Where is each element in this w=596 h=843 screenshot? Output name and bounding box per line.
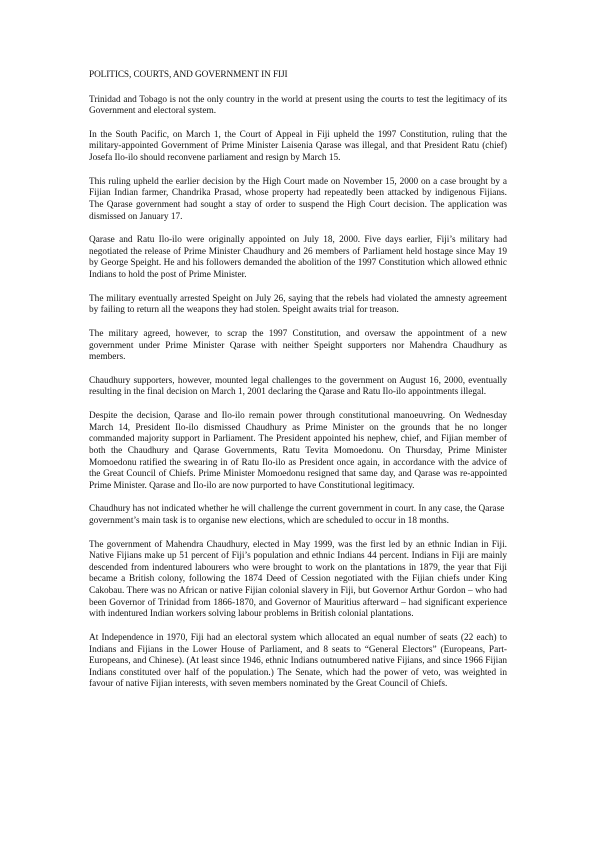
document-title: POLITICS, COURTS, AND GOVERNMENT IN FIJI (89, 70, 288, 80)
paragraph-chaudhury-government: The government of Mahendra Chaudhury, elected in May 1999, was the first led by an ethnic Indian in Fiji. Native Fijians make up 51 percent of Fiji’s population and ethnic Indians 44 percent. Indians in Fiji are mainly descended from indentured labourers who were brought to work on the plantations in 1879, the year that Fiji became a British colony, following the 1874 Deed of Cession negotiated with the Fijian chiefs under King Cakobau. There was no African or native Fijian colonial slavery in Fiji, but Governor Arthur Gordon – who had been Governor of Trinidad from 1866-1870, and Governor of Mauritius afterward – had significant experience with indentured Indian workers solving labour problems in British colonial plantations. (89, 539, 507, 620)
paragraph-court-of-appeal: In the South Pacific, on March 1, the Court of Appeal in Fiji upheld the 1997 Constitution, ruling that the military-appointed Government of Prime Minister Laisenia Qarase was illegal, and that President Ratu (chief) Josefa Ilo-ilo should reconvene parliament and resign by March 15. (89, 129, 507, 164)
document-body (89, 70, 507, 703)
paragraph-elections: Chaudhury has not indicated whether he will challenge the current government in court. In any case, the Qarase government’s main task is to organise new elections, which are scheduled to occur in 18 months. (89, 504, 505, 526)
paragraph-independence: At Independence in 1970, Fiji had an electoral system which allocated an equal number of seats (22 each) to Indians and Fijians in the Lower House of Parliament, and 8 seats to “General Electors” (Europeans, Part-Europeans, and Chinese). (At least since 1946, ethnic Indians outnumbered native Fijians, and since 1966 Fijian Indians constituted over half of the population.) The Senate, which had the power of veto, was weighted in favour of native Fijian interests, with seven members nominated by the Great Council of Chiefs. (89, 632, 507, 690)
paragraph-manoeuvring: Despite the decision, Qarase and Ilo-ilo remain power through constitutional manoeuvring. On Wednesday March 14, President Ilo-ilo dismissed Chaudhury as Prime Minister on the grounds that he no longer commanded majority support in Parliament. The President appointed his nephew, chief, and Fijian member of both the Chaudhury and Qarase Governments, Ratu Tevita Momoedonu. On Thursday, Prime Minister Momoedonu ratified the swearing in of Ratu Ilo-ilo as President once again, in accordance with the advice of the Great Council of Chiefs. Prime Minister Momoedonu resigned that same day, and Qarase was re-appointed Prime Minister. Qarase and Ilo-ilo are now purported to have Constitutional legitimacy. (89, 411, 507, 491)
paragraph-military-agreement: The military agreed, however, to scrap the 1997 Constitution, and oversaw the appointment of a new government under Prime Minister Qarase with neither Speight supporters nor Mahendra Chaudhury as members. (89, 328, 507, 363)
paragraph-high-court: This ruling upheld the earlier decision by the High Court made on November 15, 2000 on a case brought by a Fijian Indian farmer, Chandrika Prasad, whose property had repeatedly been attacked by indigenous Fijians. The Qarase government had sought a stay of order to suspend the High Court decision. The application was dismissed on January 17. (89, 176, 507, 222)
paragraph-appointment: Qarase and Ratu Ilo-ilo were originally appointed on July 18, 2000. Five days earlier, Fiji’s military had negotiated the release of Prime Minister Chaudhury and 26 members of Parliament held hostage since May 19 by George Speight. He and his followers demanded the abolition of the 1997 Constitution which allowed ethnic Indians to hold the post of Prime Minister. (89, 235, 507, 280)
paragraph-trinidad: Trinidad and Tobago is not the only country in the world at present using the courts to test the legitimacy of its Government and electoral system. (89, 94, 507, 117)
paragraph-legal-challenges: Chaudhury supporters, however, mounted legal challenges to the government on August 16, 2000, eventually resulting in the final decision on March 1, 2001 declaring the Qarase and Ratu Ilo-ilo appointments illegal. (89, 375, 507, 398)
paragraph-speight-arrest: The military eventually arrested Speight on July 26, saying that the rebels had violated the amnesty agreement by failing to return all the weapons they had stolen. Speight awaits trial for treason. (89, 293, 507, 316)
